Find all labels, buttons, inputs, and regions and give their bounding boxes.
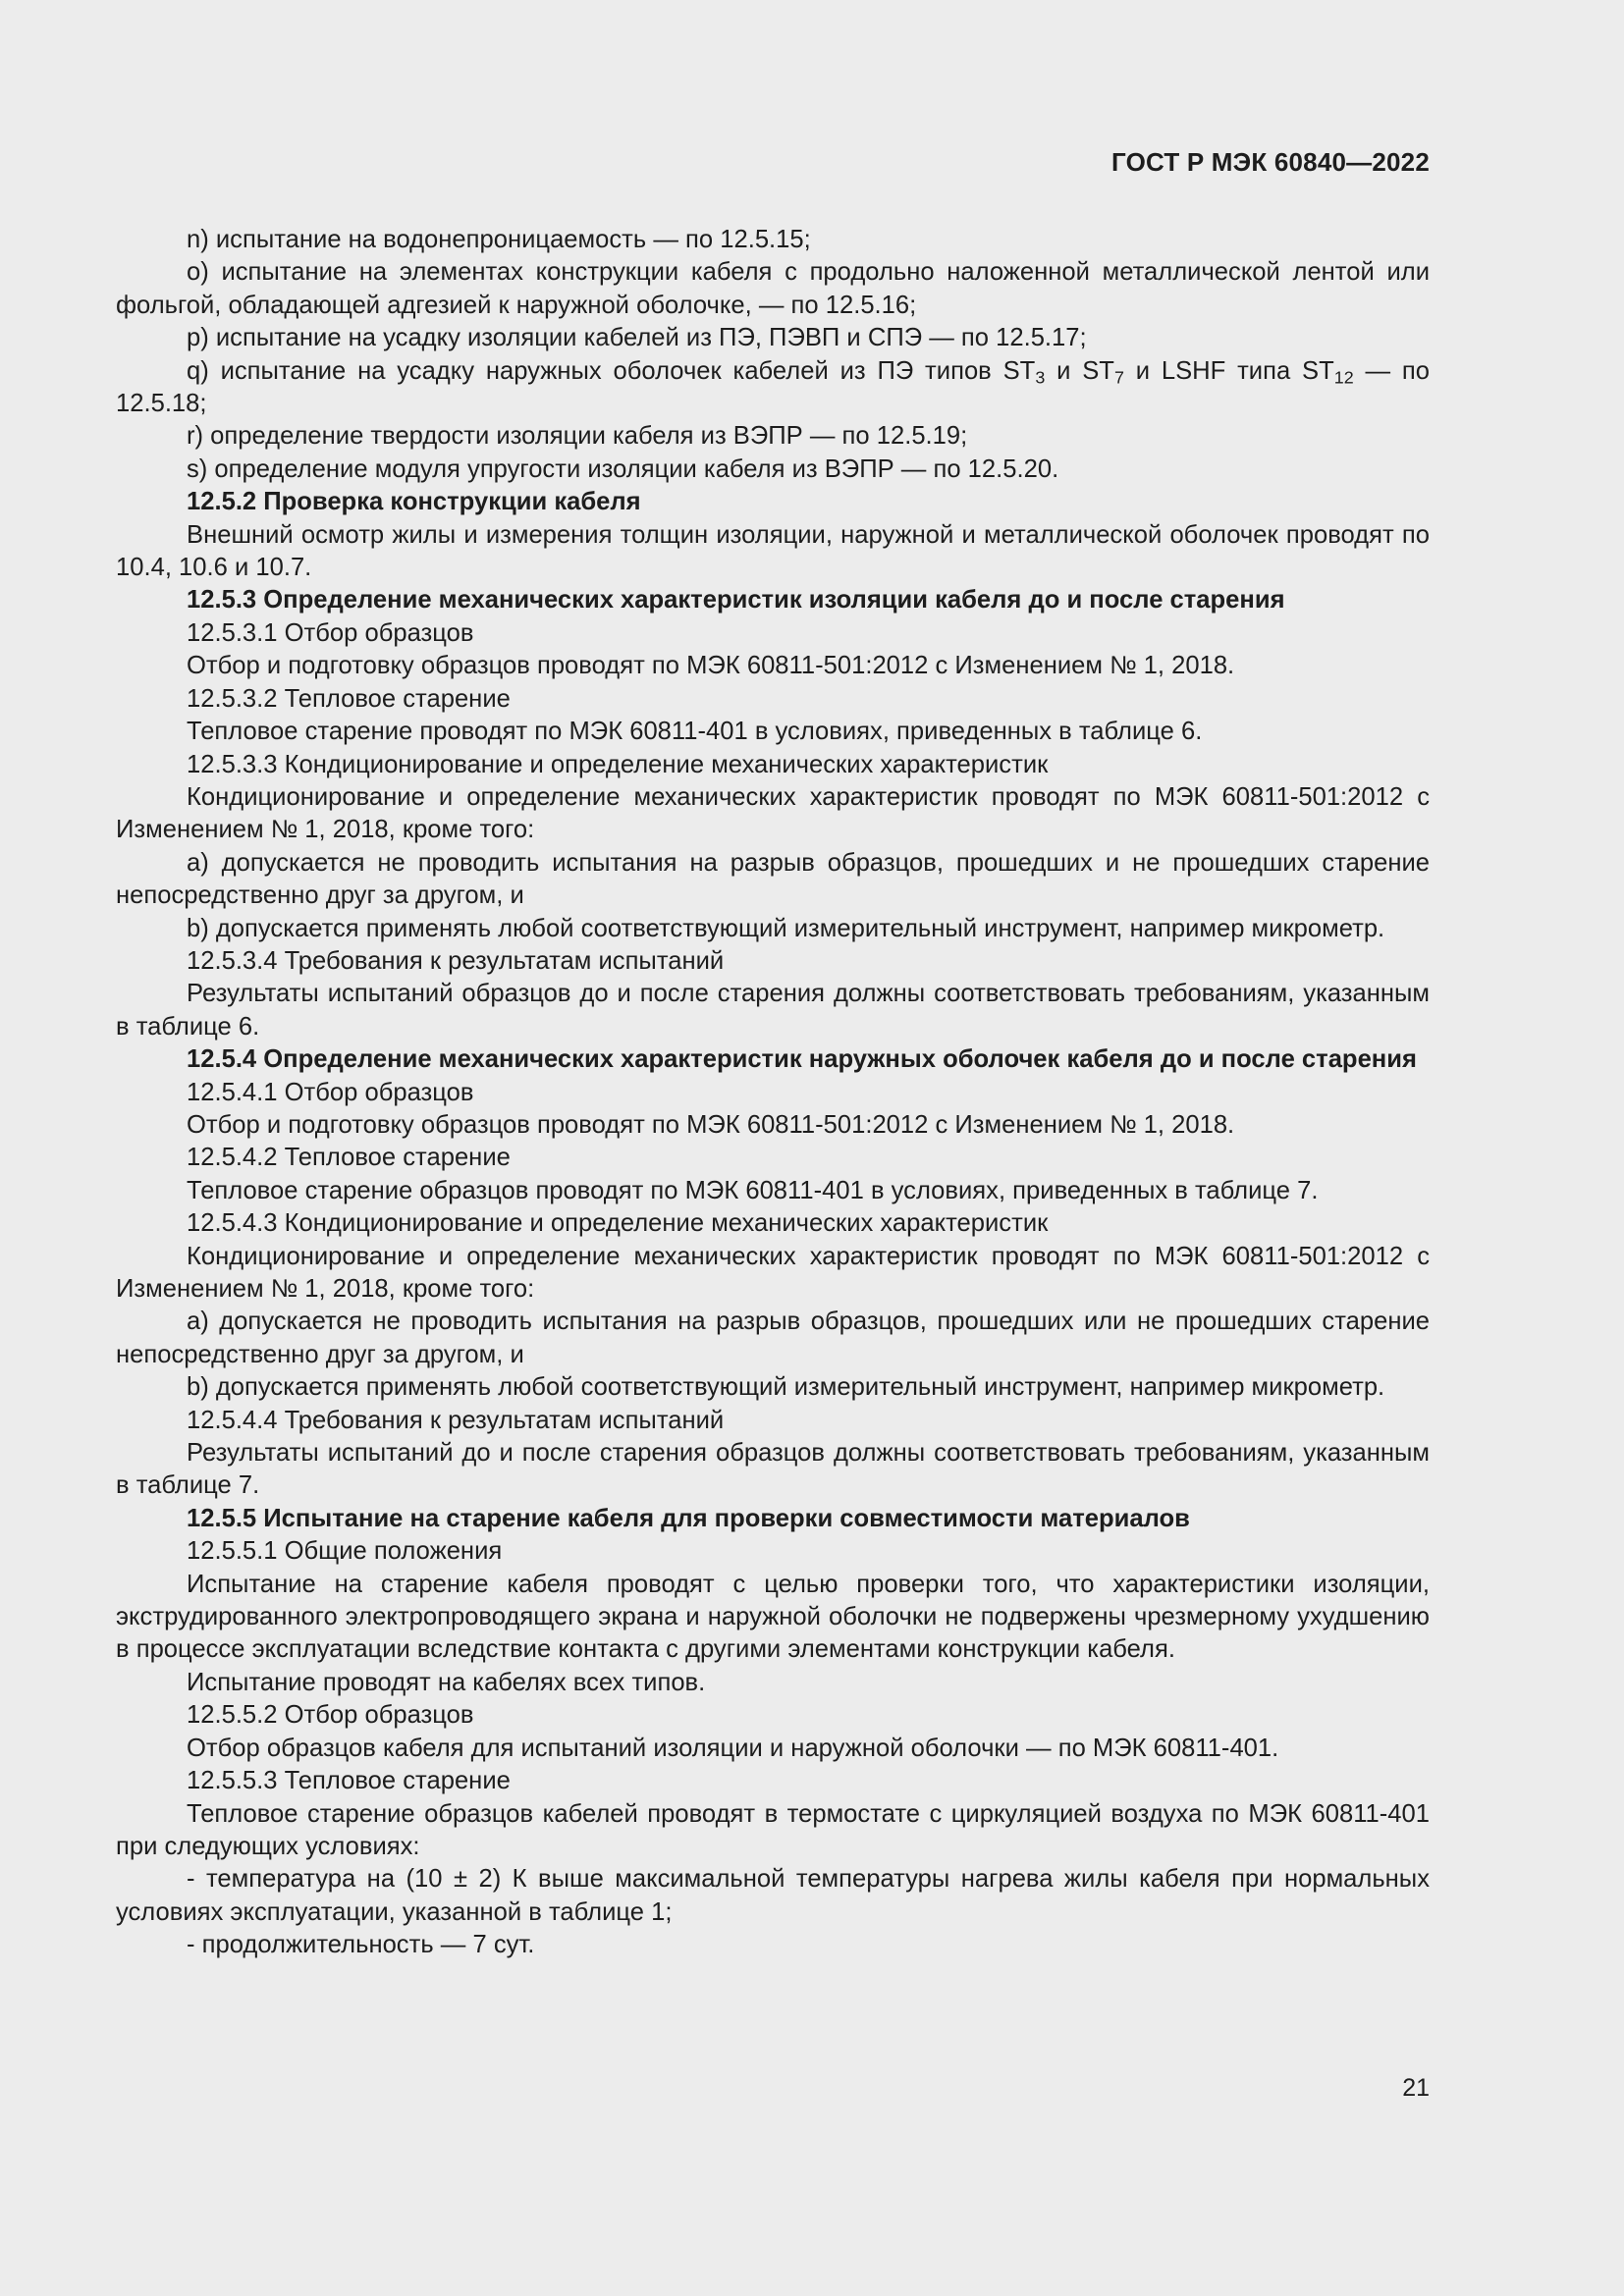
list-item-r: r) определение твердости изоляции кабеля из ВЭПР — по 12.5.19; [187, 422, 968, 451]
paragraph: Тепловое старение проводят по МЭК 60811-401 в условиях, приведенных в таблице 6. [187, 718, 1203, 746]
section-heading-12-5-2: 12.5.2 Проверка конструкции кабеля [187, 488, 641, 516]
list-item-a: a) допускается не проводить испытания на разрыв образцов, прошедших и не прошедших старение непосредственно друг за другом, и [116, 848, 1430, 910]
paragraph: Тепловое старение образцов проводят по МЭК 60811-401 в условиях, приведенных в таблице 7. [187, 1176, 1319, 1204]
list-item-o: o) испытание на элементах конструкции кабеля с продольно наложенной металлической лентой или фольгой, обладающей адгезией к наружной оболочке, — по 12.5.16; [116, 258, 1430, 319]
subsection-heading: 12.5.3.2 Тепловое старение [187, 684, 511, 713]
list-item-b: b) допускается применять любой соответствующий измерительный инструмент, например микрометр. [187, 1373, 1385, 1402]
list-item-p: p) испытание на усадку изоляции кабелей из ПЭ, ПЭВП и СПЭ — по 12.5.17; [187, 324, 1087, 352]
paragraph: Кондиционирование и определение механических характеристик проводят по МЭК 60811-501:2012 с Изменением № 1, 2018, кроме того: [116, 782, 1430, 844]
subsection-heading: 12.5.4.3 Кондиционирование и определение механических характеристик [187, 1209, 1049, 1238]
subsection-heading: 12.5.5.3 Тепловое старение [187, 1767, 511, 1795]
list-item-a: a) допускается не проводить испытания на разрыв образцов, прошедших или не прошедших старение непосредственно друг за другом, и [116, 1308, 1430, 1368]
list-item-s: s) определение модуля упругости изоляции кабеля из ВЭПР — по 12.5.20. [187, 454, 1059, 483]
paragraph: Отбор и подготовку образцов проводят по МЭК 60811-501:2012 с Изменением № 1, 2018. [187, 652, 1235, 680]
subsection-heading: 12.5.4.1 Отбор образцов [187, 1078, 474, 1106]
list-item-q: q) испытание на усадку наружных оболочек кабелей из ПЭ типов $ST_3$ и $ST_7$ и LSHF типа $ST_{12}$ — по 12.5.18; [116, 356, 1430, 418]
subsection-heading: 12.5.4.2 Тепловое старение [187, 1144, 511, 1172]
subsection-heading: 12.5.3.4 Требования к результатам испытаний [187, 946, 725, 975]
paragraph: Результаты испытаний до и после старения образцов должны соответствовать требованиям, указанным в таблице 7. [116, 1439, 1430, 1500]
page-number: 21 [1402, 2074, 1430, 2102]
list-item-n: n) испытание на водонепроницаемость — по 12.5.15; [187, 226, 811, 253]
subsection-heading: 12.5.5.2 Отбор образцов [187, 1701, 474, 1730]
subsection-heading: 12.5.5.1 Общие положения [187, 1537, 503, 1566]
list-item-b: b) допускается применять любой соответствующий измерительный инструмент, например микрометр. [187, 914, 1385, 942]
subsection-heading: 12.5.3.3 Кондиционирование и определение механических характеристик [187, 750, 1049, 778]
paragraph: Испытание проводят на кабелях всех типов. [187, 1668, 706, 1696]
document-header: ГОСТ Р МЭК 60840—2022 [1110, 147, 1430, 177]
paragraph: Отбор образцов кабеля для испытаний изоляции и наружной оболочки — по МЭК 60811-401. [187, 1734, 1279, 1762]
page-body [116, 224, 1430, 1962]
subsection-heading: 12.5.4.4 Требования к результатам испытаний [187, 1406, 725, 1434]
section-heading-12-5-4: 12.5.4 Определение механических характеристик наружных оболочек кабеля до и после старения [187, 1045, 1417, 1074]
paragraph: Тепловое старение образцов кабелей проводят в термостате с циркуляцией воздуха по МЭК 60811-401 при следующих условиях: [116, 1799, 1430, 1860]
paragraph: Результаты испытаний образцов до и после старения должны соответствовать требованиям, указанным в таблице 6. [116, 980, 1430, 1041]
paragraph: Кондиционирование и определение механических характеристик проводят по МЭК 60811-501:2012 с Изменением № 1, 2018, кроме того: [116, 1242, 1430, 1303]
dash-list-item: - температура на (10 ± 2) К выше максимальной температуры нагрева жилы кабеля при нормальных условиях эксплуатации, указанной в таблице 1; [116, 1865, 1430, 1926]
dash-list-item: - продолжительность — 7 сут. [187, 1931, 535, 1959]
section-heading-12-5-3: 12.5.3 Определение механических характеристик изоляции кабеля до и после старения [187, 586, 1285, 614]
paragraph: Внешний осмотр жилы и измерения толщин изоляции, наружной и металлической оболочек проводят по 10.4, 10.6 и 10.7. [116, 520, 1430, 582]
section-heading-12-5-5: 12.5.5 Испытание на старение кабеля для проверки совместимости материалов [187, 1504, 1190, 1532]
paragraph: Отбор и подготовку образцов проводят по МЭК 60811-501:2012 с Изменением № 1, 2018. [187, 1110, 1235, 1139]
subsection-heading: 12.5.3.1 Отбор образцов [187, 618, 474, 647]
paragraph: Испытание на старение кабеля проводят с целью проверки того, что характеристики изоляции, экструдированного электропроводящего экрана и наружной оболочки не подвержены чрезмерному ухудшению в процессе эксплуатации вследствие контакта с другими элементами конструкции кабеля. [116, 1570, 1430, 1664]
